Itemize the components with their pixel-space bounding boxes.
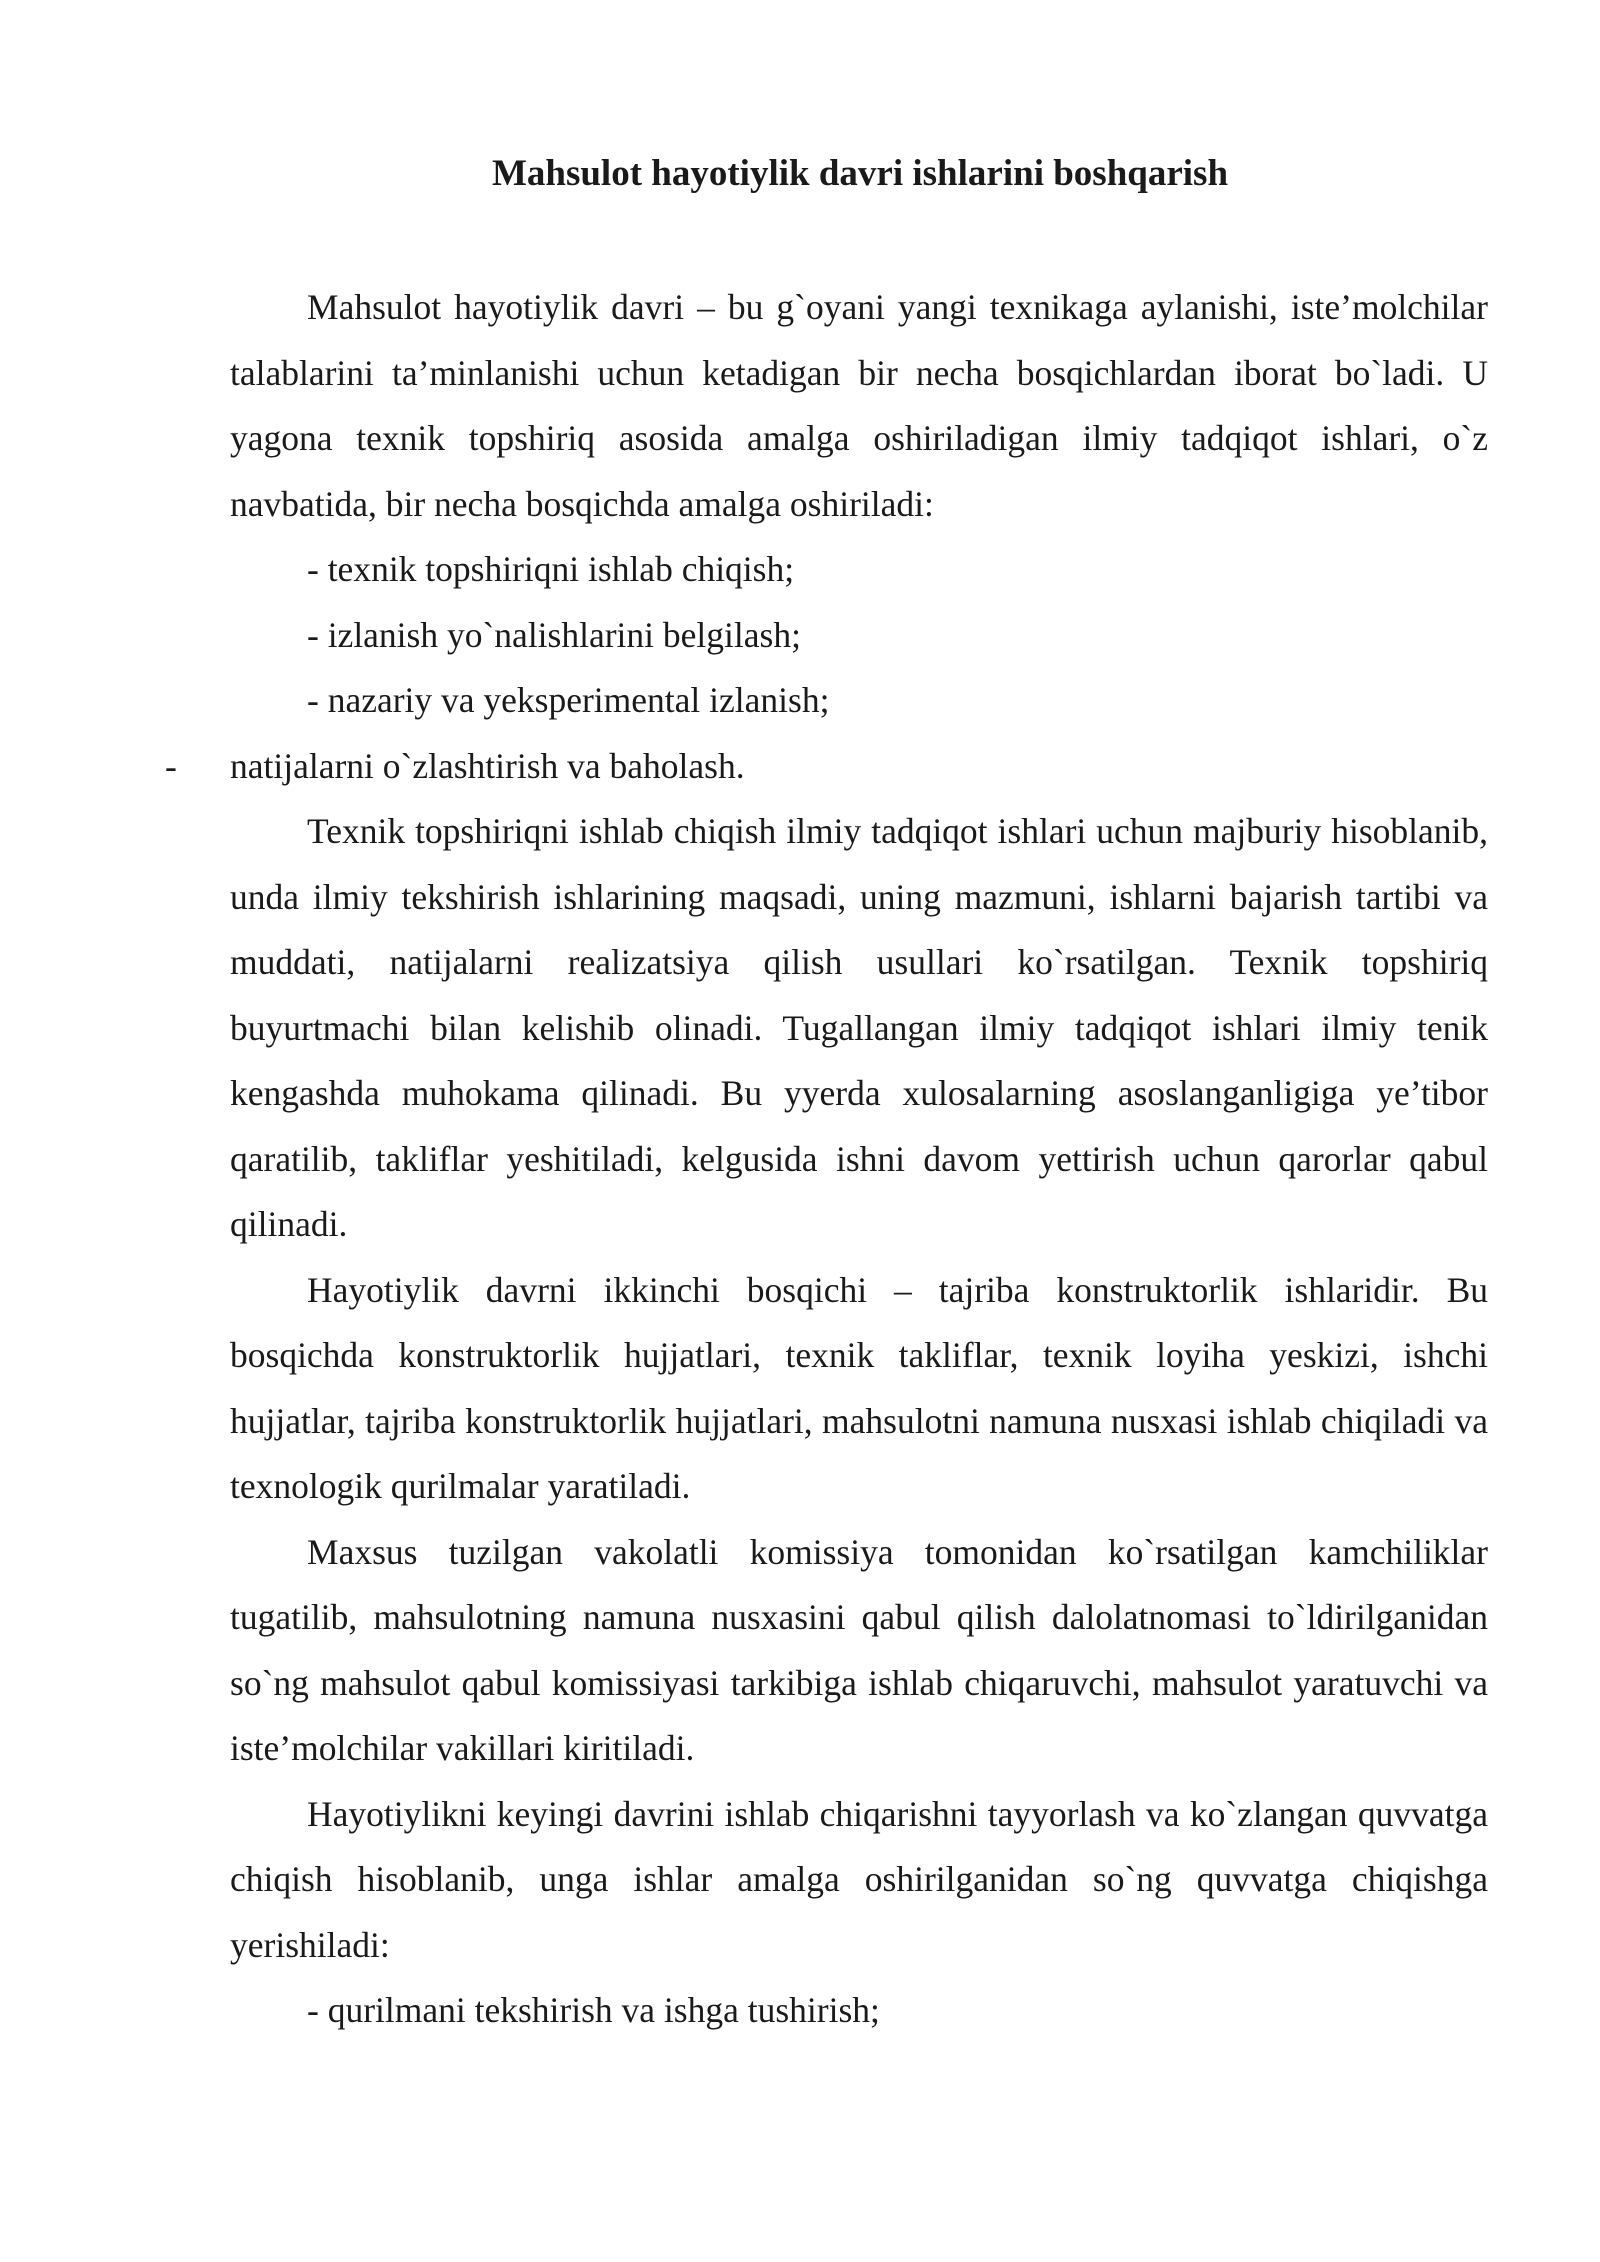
- list-item: - izlanish yo`nalishlarini belgilash;: [307, 614, 801, 655]
- list-marker: -: [165, 745, 177, 786]
- document-title: Mahsulot hayotiylik davri ishlarini boshqarish: [491, 153, 1229, 194]
- paragraph-production-prep: Hayotiylikni keyingi davrini ishlab chiqarishni tayyorlash va ko`zlangan quvvatga chiqish hisoblanib, unga ishlar amalga oshirilganidan so`ng quvvatga chiqishga yerishiladi:: [230, 1793, 1488, 1965]
- paragraph-technical-task: Texnik topshiriqni ishlab chiqish ilmiy tadqiqot ishlari uchun majburiy hisoblanib, unda ilmiy tekshirish ishlarining maqsadi, uning mazmuni, ishlarni bajarish tartibi va muddati, natijalarni realizatsiya qilish usullari ko`rsatilgan. Texnik topshiriq buyurtmachi bilan kelishib olinadi. Tugallangan ilmiy tadqiqot ishlari ilmiy tenik kengashda muhokama qilinadi. Bu yyerda xulosalarning asoslanganligiga ye’tibor qaratilib, takliflar yeshitiladi, kelgusida ishni davom yettirish uchun qarorlar qabul qilinadi.: [230, 811, 1488, 1244]
- paragraph-second-stage: Hayotiylik davrni ikkinchi bosqichi – tajriba konstruktorlik ishlaridir. Bu bosqichda konstruktorlik hujjatlari, texnik takliflar, texnik loyiha yeskizi, ishchi hujjatlar, tajriba konstruktorlik hujjatlari, mahsulotni namuna nusxasi ishlab chiqiladi va texnologik qurilmalar yaratiladi.: [230, 1269, 1488, 1506]
- list-item-outdented: [165, 734, 1488, 800]
- list-item-text: natijalarni o`zlashtirish va baholash.: [230, 745, 745, 786]
- document-body: [165, 275, 1488, 2044]
- list-item: - texnik topshiriqni ishlab chiqish;: [307, 549, 795, 589]
- list-item: - nazariy va yeksperimental izlanish;: [307, 680, 830, 720]
- paragraph-commission: Maxsus tuzilgan vakolatli komissiya tomonidan ko`rsatilgan kamchiliklar tugatilib, mahsulotning namuna nusxasini qabul qilish dalolatnomasi to`ldirilganidan so`ng mahsulot qabul komissiyasi tarkibiga ishlab chiqaruvchi, mahsulot yaratuvchi va iste’molchilar vakillari kiritiladi.: [230, 1531, 1488, 1768]
- list-item: - qurilmani tekshirish va ishga tushirish;: [307, 1990, 880, 2030]
- paragraph-intro: Mahsulot hayotiylik davri – bu g`oyani yangi texnikaga aylanishi, iste’molchilar talablarini ta’minlanishi uchun ketadigan bir necha bosqichlardan iborat bo`ladi. U yagona texnik topshiriq asosida amalga oshiriladigan ilmiy tadqiqot ishlari, o`z navbatida, bir necha bosqichda amalga oshiriladi:: [230, 287, 1488, 524]
